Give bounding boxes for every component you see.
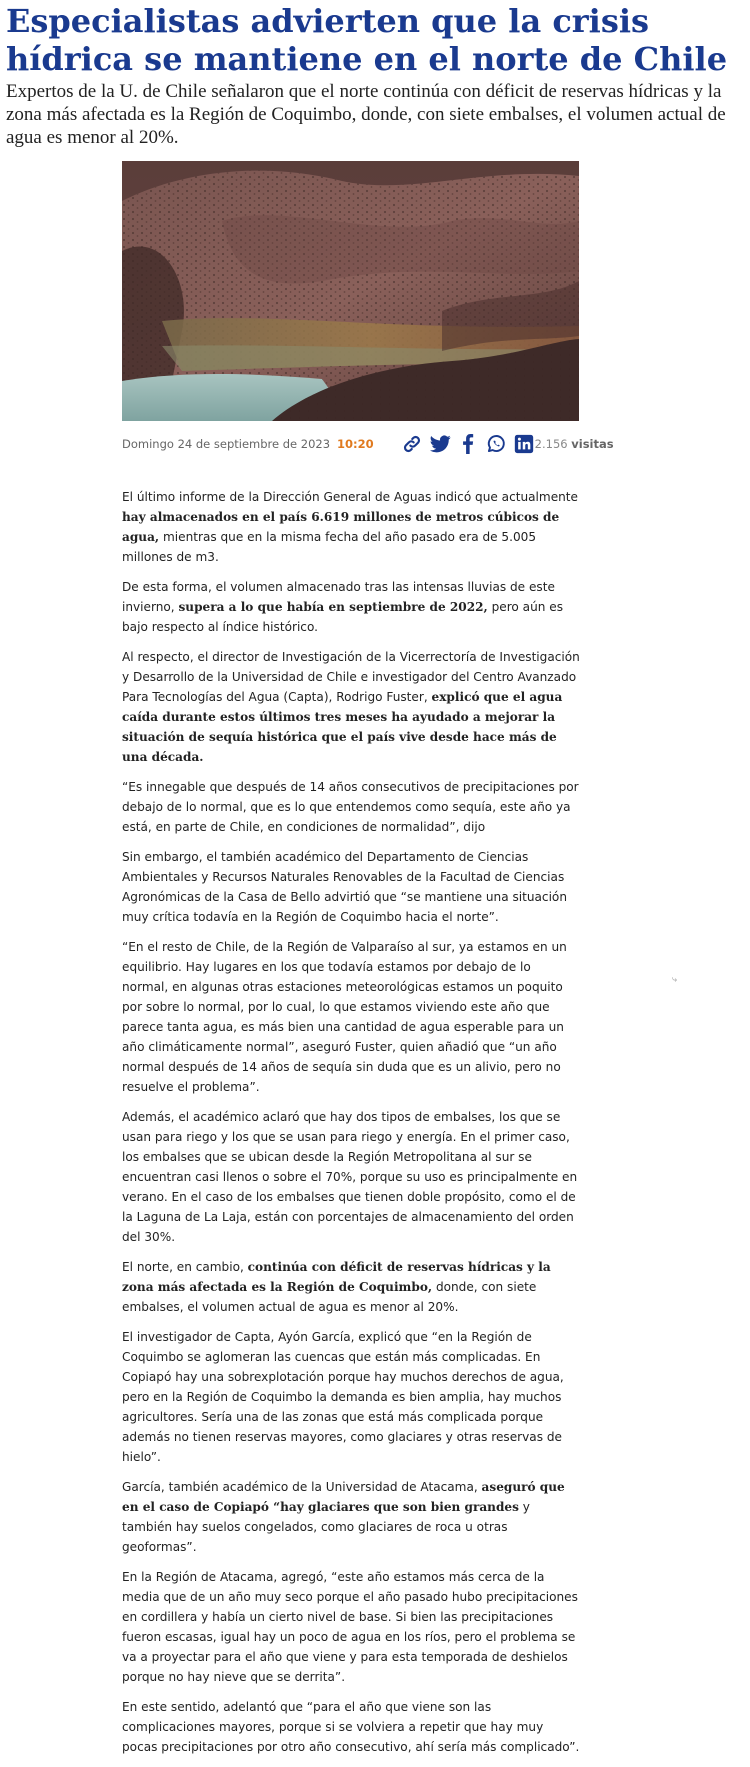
- link-icon[interactable]: [402, 434, 423, 455]
- paragraph-text: En la Región de Atacama, agregó, “este año estamos más cerca de la media que de un año muy seco porque el año pasado hubo precipitaciones en cordillera y había un cierto nivel de base. Si bien las precipitaciones fueron escasas, igual hay un poco de agua en los ríos, pero el problema se va a proyectar para el año que viene y para esta temporada de deshielos porque no hay nieve que se derrita”.: [122, 1570, 578, 1684]
- article-paragraph: [122, 487, 580, 567]
- publish-time: 10:20: [337, 437, 374, 451]
- paragraph-emphasis: explicó que el agua caída durante estos últimos tres meses ha ayudado a mejorar la situación de sequía histórica que el país vive desde hace más de una década.: [122, 690, 563, 764]
- article-paragraph: [122, 1697, 580, 1757]
- article-paragraph: [122, 1477, 580, 1557]
- article-paragraph: [122, 647, 580, 767]
- mouse-cursor-icon: ⤷: [672, 975, 678, 985]
- view-count-label: visitas: [571, 437, 614, 451]
- article-paragraph: [122, 937, 580, 1097]
- whatsapp-icon[interactable]: [486, 434, 507, 455]
- linkedin-icon[interactable]: [514, 434, 535, 455]
- paragraph-text: García, también académico de la Universidad de Atacama,: [122, 1480, 482, 1494]
- article-paragraph: [122, 1327, 580, 1467]
- article-paragraph: [122, 847, 580, 927]
- view-count: [535, 437, 614, 451]
- paragraph-text: Sin embargo, el también académico del Departamento de Ciencias Ambientales y Recursos Naturales Renovables de la Facultad de Ciencias Agronómicas de la Casa de Bello advirtió que “se mantiene una situación muy crítica todavía en la Región de Coquimbo hacia el norte”.: [122, 850, 568, 924]
- paragraph-text: pero aún es bajo respecto al índice histórico.: [122, 600, 564, 634]
- reservoir-landscape-illustration: [122, 161, 579, 421]
- paragraph-text: donde, con siete embalses, el volumen actual de agua es menor al 20%.: [122, 1280, 537, 1314]
- paragraph-text: El último informe de la Dirección General de Aguas indicó que actualmente: [122, 490, 578, 504]
- article-subtitle: Expertos de la U. de Chile señalaron que el norte continúa con déficit de reservas hídricas y la zona más afectada es la Región de Coquimbo, donde, con siete embalses, el volumen actual de agua es menor al 20%.: [6, 81, 726, 148]
- paragraph-text: “En el resto de Chile, de la Región de Valparaíso al sur, ya estamos en un equilibrio. Hay lugares en los que todavía estamos por debajo de lo normal, en algunas otras estaciones meteorológicas estamos un poquito por sobre lo normal, por lo cual, lo que estamos viviendo este año que parece tanta agua, es más bien una cantidad de agua esperable para un año climáticamente normal”, aseguró Fuster, quien añadió que “un año normal después de 14 años de sequía sin duda que es un alivio, pero no resuelve el problema”.: [122, 940, 567, 1094]
- view-count-number: 2.156: [534, 437, 568, 451]
- paragraph-text: El norte, en cambio,: [122, 1260, 248, 1274]
- paragraph-emphasis: hay almacenados en el país 6.619 millones de metros cúbicos de agua,: [122, 510, 560, 544]
- paragraph-text: El investigador de Capta, Ayón García, explicó que “en la Región de Coquimbo se aglomeran las cuencas que están más complicadas. En Copiapó hay una sobrexplotación porque hay muchos derechos de agua, pero en la Región de Coquimbo la demanda es bien amplia, hay muchos agricultores. Sería una de las zonas que está más complicada porque además no tienen reservas mayores, como glaciares y otras reservas de hielo”.: [122, 1330, 564, 1464]
- twitter-icon[interactable]: [430, 434, 451, 455]
- hero-image: [122, 161, 579, 421]
- article-paragraph: [122, 777, 580, 837]
- paragraph-emphasis: supera a lo que había en septiembre de 2022,: [178, 600, 488, 614]
- article-body: [122, 487, 580, 1767]
- paragraph-text: mientras que en la misma fecha del año pasado era de 5.005 millones de m3.: [122, 530, 537, 564]
- paragraph-text: “Es innegable que después de 14 años consecutivos de precipitaciones por debajo de lo normal, que es lo que entendemos como sequía, este año ya está, en parte de Chile, en condiciones de normalidad”, dijo: [122, 780, 579, 834]
- paragraph-text: En este sentido, adelantó que “para el año que viene son las complicaciones mayores, porque si se volviera a repetir que hay muy pocas precipitaciones por otro año consecutivo, ahí sería más complicado”.: [122, 1700, 580, 1754]
- facebook-icon[interactable]: [458, 434, 479, 455]
- paragraph-emphasis: continúa con déficit de reservas hídricas y la zona más afectada es la Región de Coquimbo,: [122, 1260, 551, 1294]
- article-paragraph: [122, 1567, 580, 1687]
- article-meta: [122, 430, 614, 458]
- share-bar: [402, 434, 535, 455]
- paragraph-text: Además, el académico aclaró que hay dos tipos de embalses, los que se usan para riego y los que se usan para riego y energía. En el primer caso, los embalses que se ubican desde la Región Metropolitana al sur se encuentran casi llenos o sobre el 70%, porque su uso es principalmente en verano. En el caso de los embalses que tienen doble propósito, como el de la Laguna de La Laja, están con porcentajes de almacenamiento del orden del 30%.: [122, 1110, 578, 1244]
- paragraph-text: Al respecto, el director de Investigación de la Vicerrectoría de Investigación y Desarrollo de la Universidad de Chile e investigador del Centro Avanzado Para Tecnologías del Agua (Capta), Rodrigo Fuster,: [122, 650, 580, 704]
- article-paragraph: [122, 1107, 580, 1247]
- paragraph-text: De esta forma, el volumen almacenado tras las intensas lluvias de este invierno,: [122, 580, 555, 614]
- article-headline: Especialistas advierten que la crisis hídrica se mantiene en el norte de Chile: [6, 2, 728, 78]
- paragraph-emphasis: aseguró que en el caso de Copiapó “hay glaciares que son bien grandes: [122, 1480, 565, 1514]
- publish-date: Domingo 24 de septiembre de 2023: [122, 437, 331, 451]
- article-paragraph: [122, 577, 580, 637]
- paragraph-text: y también hay suelos congelados, como glaciares de roca u otras geoformas”.: [122, 1500, 530, 1554]
- article-paragraph: [122, 1257, 580, 1317]
